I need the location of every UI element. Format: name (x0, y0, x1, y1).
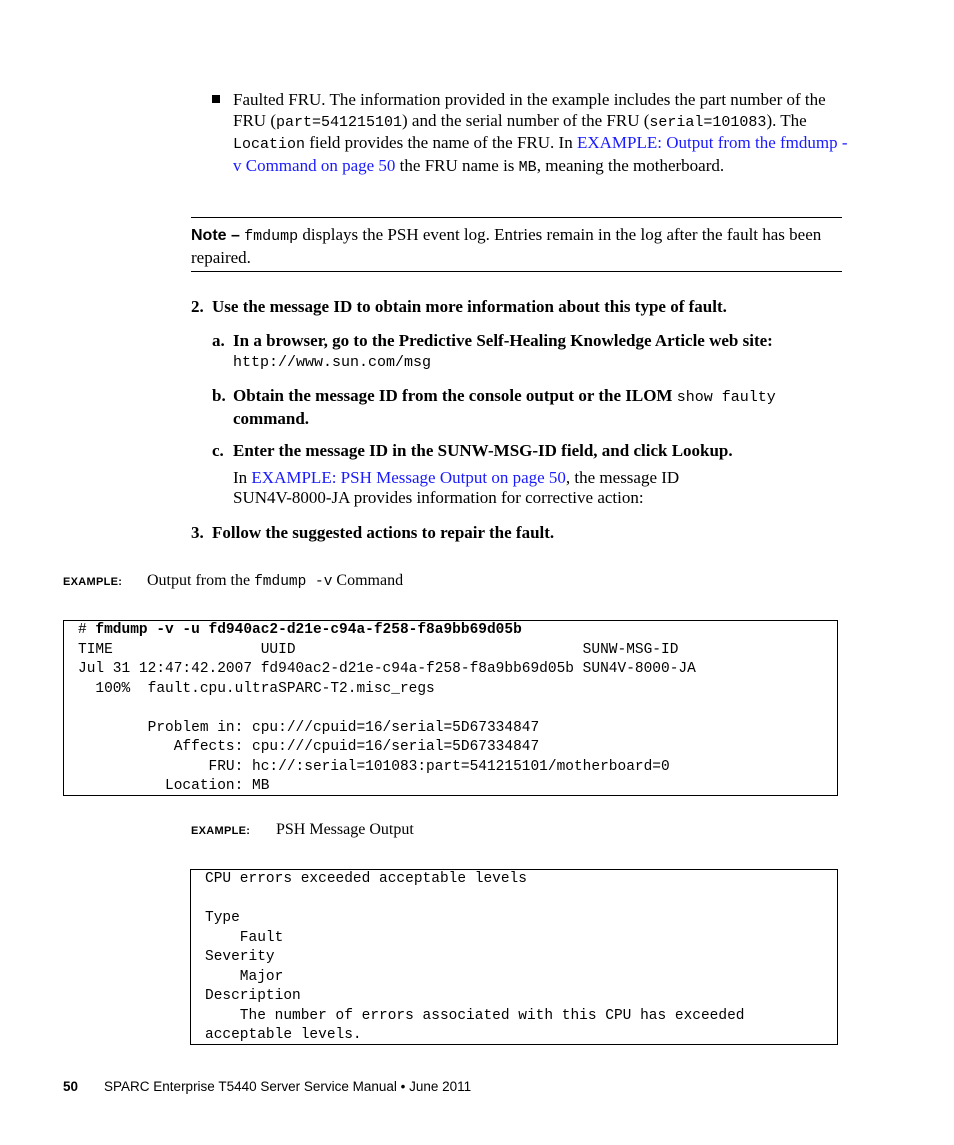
psh-message-box (190, 869, 838, 1045)
note-label: Note – (191, 227, 240, 244)
show-faulty-code: show faulty (676, 389, 776, 406)
substep-a (212, 331, 852, 373)
bullet-paragraph (212, 90, 852, 178)
step-3 (191, 523, 851, 544)
step-2-text: Use the message ID to obtain more information about this type of fault. (212, 297, 727, 316)
shell-prompt: # (78, 622, 96, 638)
substep-c-number: c. (212, 441, 224, 460)
example-1-label: EXAMPLE: (63, 576, 123, 588)
psh-example-link[interactable]: EXAMPLE: PSH Message Output on page 50 (251, 467, 566, 487)
step-3-text: Follow the suggested actions to repair the fault. (212, 523, 555, 542)
fmdump-output: TIME UUID SUNW-MSG-ID Jul 31 12:47:42.2007 fd940ac2-d21e-c94a-f258-f8a9bb69d05b SUN4V-8000-JA 100% fault.cpu.ultraSPARC-T2.misc_regs Problem in: cpu:///cpuid=16/serial=5D67334847 Affects: cpu:///cpuid=16/serial=5D67334847 FRU: hc://:serial=101083:part=541215101/motherboard=0 Location: MB (78, 641, 696, 794)
substep-a-text: In a browser, go to the Predictive Self-Healing Knowledge Article web site: (233, 331, 773, 350)
note-rule-top (191, 217, 842, 218)
serial-code: serial=101083 (649, 113, 767, 131)
bullet-text-3: ). The (766, 110, 807, 130)
example-1-title-code: fmdump -v (254, 574, 333, 590)
bullet-text-4: field provides the name of the FRU. In (305, 133, 577, 152)
substep-c-para-3: SUN4V-8000-JA provides information for corrective action: (233, 488, 644, 507)
example-2-title: PSH Message Output (276, 821, 414, 838)
bullet-text-2: ) and the serial number of the FRU ( (402, 110, 650, 130)
substep-a-number: a. (212, 331, 225, 350)
page-footer (63, 1079, 471, 1094)
note-text: displays the PSH event log. Entries remain in the log after the fault has been repaired. (191, 225, 822, 267)
example-1-caption (63, 572, 403, 590)
substep-b-text-2: command. (233, 408, 310, 428)
example-2-caption (191, 821, 414, 839)
location-code: Location (233, 136, 306, 153)
note (191, 224, 842, 268)
substep-b-text-1: Obtain the message ID from the console output or the ILOM (233, 386, 677, 405)
substep-b (212, 386, 852, 429)
substep-c-para-2: , the message ID (565, 467, 680, 487)
substep-c-para-1: In (233, 467, 252, 487)
step-2 (191, 297, 851, 318)
example-1-title-2: Command (332, 572, 404, 589)
substep-c (212, 441, 852, 509)
part-code: part=541215101 (275, 113, 403, 131)
bullet-text-6: , meaning the motherboard. (536, 155, 725, 175)
bullet-text (233, 90, 852, 178)
substep-c-text: Enter the message ID in the SUNW-MSG-ID field, and click Lookup. (233, 441, 733, 460)
note-rule-bottom (191, 271, 842, 272)
footer-text: SPARC Enterprise T5440 Server Service Manual • June 2011 (104, 1079, 472, 1094)
fmdump-command: fmdump -v -u fd940ac2-d21e-c94a-f258-f8a9bb69d05b (95, 622, 522, 638)
substep-b-number: b. (212, 386, 226, 405)
psh-message-output: CPU errors exceeded acceptable levels Type Fault Severity Major Description The number of errors associated with this CPU has exceeded acceptable levels. (205, 871, 745, 1043)
bullet-text-1: Faulted FRU. The information provided in the example includes the part number of the FRU ( (233, 90, 826, 130)
bullet-square-icon (212, 95, 220, 103)
mb-code: MB (518, 158, 537, 176)
example-2-label: EXAMPLE: (191, 825, 251, 837)
bullet-text-5: the FRU name is (395, 155, 519, 175)
fmdump-output-box (63, 620, 838, 796)
note-code: fmdump (244, 228, 299, 245)
fmdump-command-line (78, 621, 837, 641)
fmdump-example-link[interactable]: EXAMPLE: Output from the fmdump -v Command on page 50 (233, 133, 848, 175)
msg-url: http://www.sun.com/msg (233, 353, 432, 371)
page-number: 50 (63, 1079, 79, 1094)
step-3-number: 3. (191, 523, 204, 542)
step-2-number: 2. (191, 297, 204, 316)
example-1-title-1: Output from the (147, 572, 255, 589)
